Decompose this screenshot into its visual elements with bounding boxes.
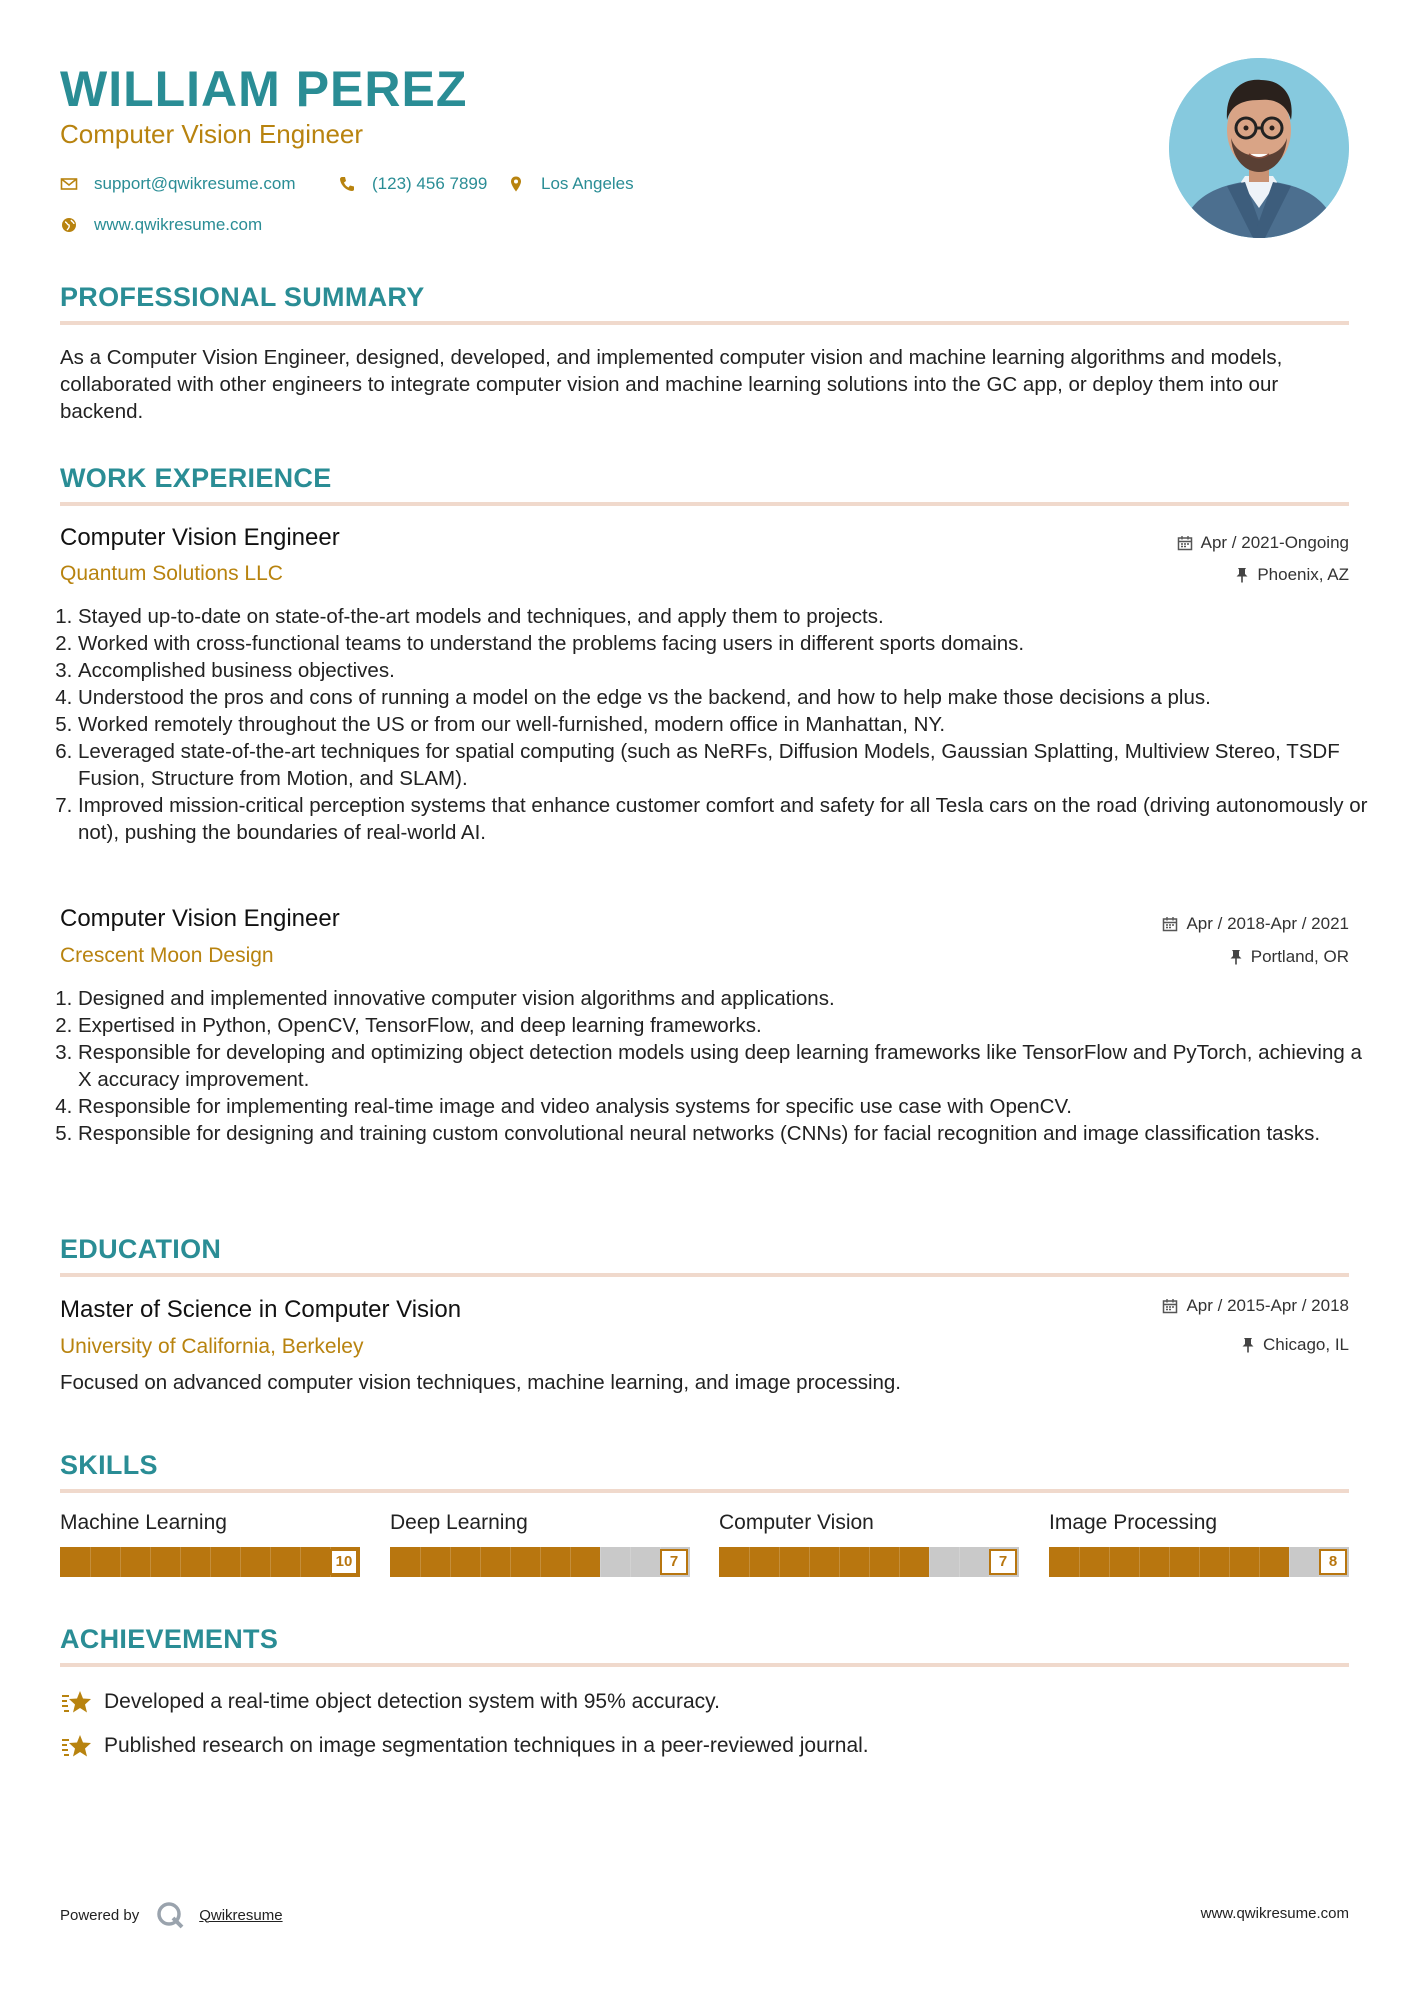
skill-bar-segment-divider — [1199, 1547, 1200, 1577]
skill-bar-segment-divider — [1169, 1547, 1170, 1577]
education-dates-text: Apr / 2015-Apr / 2018 — [1186, 1296, 1349, 1315]
calendar-icon — [1162, 916, 1178, 932]
skill-score: 8 — [1319, 1549, 1347, 1575]
website-text: www.qwikresume.com — [94, 215, 263, 234]
job-dates — [1162, 913, 1349, 935]
skill-bar-segment-divider — [210, 1547, 211, 1577]
contact-phone[interactable] — [338, 173, 487, 195]
contact-location — [507, 173, 634, 195]
pushpin-icon — [1235, 567, 1249, 583]
skill-bar-segment-divider — [570, 1547, 571, 1577]
profile-photo — [1169, 58, 1349, 238]
education-dates — [1162, 1295, 1349, 1317]
skill-name: Deep Learning — [390, 1511, 528, 1534]
candidate-title: Computer Vision Engineer — [60, 119, 364, 149]
skill-item — [60, 1509, 360, 1577]
skill-name: Machine Learning — [60, 1511, 227, 1534]
skill-bar-segment-divider — [749, 1547, 750, 1577]
contact-website[interactable] — [60, 214, 262, 236]
candidate-name: WILLIAM PEREZ — [60, 61, 468, 117]
envelope-icon — [60, 175, 78, 193]
skill-bar-segment-divider — [630, 1547, 631, 1577]
achievement-item — [60, 1730, 869, 1762]
email-text: support@qwikresume.com — [94, 174, 296, 193]
skill-bar-segment-divider — [180, 1547, 181, 1577]
skill-bar-segment-divider — [600, 1547, 601, 1577]
star-icon — [60, 1686, 92, 1718]
achievements-heading: ACHIEVEMENTS — [60, 1624, 279, 1654]
calendar-icon — [1177, 535, 1193, 551]
skill-bar-segment-divider — [450, 1547, 451, 1577]
skill-bar — [719, 1547, 1019, 1577]
job-dates-text: Apr / 2021-Ongoing — [1200, 533, 1349, 552]
skill-bar-segment-divider — [1289, 1547, 1290, 1577]
qwikresume-logo-icon — [155, 1900, 185, 1930]
job-company: Crescent Moon Design — [60, 944, 274, 967]
job-location — [1235, 564, 1349, 586]
skill-name: Computer Vision — [719, 1511, 874, 1534]
skill-item — [719, 1509, 1019, 1577]
education-description: Focused on advanced computer vision techniques, machine learning, and image processing. — [60, 1371, 902, 1394]
list-item: 5. Responsible for designing and training custom convolutional neural networks (CNNs) for facial recognition and image classification tasks. — [78, 1120, 1368, 1147]
skill-bar-segment-divider — [779, 1547, 780, 1577]
list-item: 4. Understood the pros and cons of running a model on the edge vs the backend, and how to help make those decisions a plus. — [78, 684, 1368, 711]
skill-item — [1049, 1509, 1349, 1577]
skill-bar-segment-divider — [1139, 1547, 1140, 1577]
skill-bar-segment-divider — [959, 1547, 960, 1577]
job-location-text: Portland, OR — [1250, 947, 1349, 966]
list-item: 1. Stayed up-to-date on state-of-the-art models and techniques, and apply them to projects. — [78, 603, 1368, 630]
skill-bar-segment-divider — [120, 1547, 121, 1577]
section-divider — [60, 502, 1349, 506]
skill-bar-segment-divider — [809, 1547, 810, 1577]
skill-bar-segment-divider — [1229, 1547, 1230, 1577]
job-role: Computer Vision Engineer — [60, 524, 340, 551]
contact-email[interactable] — [60, 173, 296, 195]
section-divider — [60, 321, 1349, 325]
footer-powered-by — [60, 1900, 283, 1930]
list-item: 3. Responsible for developing and optimizing object detection models using deep learning frameworks like TensorFlow and PyTorch, achieving a X accuracy improvement. — [78, 1039, 1368, 1093]
job-dates-text: Apr / 2018-Apr / 2021 — [1186, 914, 1349, 933]
skill-bar-segment-divider — [839, 1547, 840, 1577]
skill-bar-segment-divider — [1259, 1547, 1260, 1577]
skill-bar-fill — [719, 1547, 929, 1577]
calendar-icon — [1162, 1298, 1178, 1314]
skill-bar-segment-divider — [899, 1547, 900, 1577]
skill-bar-segment-divider — [869, 1547, 870, 1577]
achievement-text: Developed a real-time object detection system with 95% accuracy. — [104, 1690, 720, 1713]
star-icon — [60, 1730, 92, 1762]
section-divider — [60, 1663, 1349, 1667]
skill-bar-segment-divider — [1079, 1547, 1080, 1577]
experience-heading: WORK EXPERIENCE — [60, 463, 332, 493]
job-company: Quantum Solutions LLC — [60, 562, 283, 585]
skill-bar — [390, 1547, 690, 1577]
skill-item — [390, 1509, 690, 1577]
skill-name: Image Processing — [1049, 1511, 1218, 1534]
list-item: 2. Worked with cross-functional teams to understand the problems facing users in different sports domains. — [78, 630, 1368, 657]
education-location-text: Chicago, IL — [1263, 1335, 1349, 1354]
location-text: Los Angeles — [541, 174, 634, 193]
skill-bar — [1049, 1547, 1349, 1577]
map-marker-icon — [507, 175, 525, 193]
section-divider — [60, 1273, 1349, 1277]
skill-score: 10 — [330, 1549, 358, 1575]
skill-bar-segment-divider — [300, 1547, 301, 1577]
skill-bar-segment-divider — [150, 1547, 151, 1577]
skill-bar-segment-divider — [270, 1547, 271, 1577]
pushpin-icon — [1229, 949, 1243, 965]
skill-bar-segment-divider — [1109, 1547, 1110, 1577]
skill-score: 7 — [989, 1549, 1017, 1575]
degree: Master of Science in Computer Vision — [60, 1296, 462, 1323]
list-item: 3. Accomplished business objectives. — [78, 657, 1368, 684]
job-location — [1229, 946, 1349, 968]
qwikresume-link[interactable]: Qwikresume — [199, 1906, 283, 1924]
skill-bar-segment-divider — [510, 1547, 511, 1577]
powered-by-label: Powered by — [60, 1906, 140, 1924]
skill-bar-segment-divider — [90, 1547, 91, 1577]
education-heading: EDUCATION — [60, 1234, 222, 1264]
skill-bar-segment-divider — [540, 1547, 541, 1577]
achievement-text: Published research on image segmentation techniques in a peer-reviewed journal. — [104, 1734, 869, 1757]
globe-icon — [60, 216, 78, 234]
skill-score: 7 — [660, 1549, 688, 1575]
pushpin-icon — [1241, 1337, 1255, 1353]
skill-bar-fill — [390, 1547, 600, 1577]
footer-url[interactable]: www.qwikresume.com — [1200, 1905, 1349, 1922]
achievement-item — [60, 1686, 720, 1718]
list-item: 4. Responsible for implementing real-time image and video analysis systems for specific use case with OpenCV. — [78, 1093, 1368, 1120]
section-divider — [60, 1489, 1349, 1493]
skill-bar-segment-divider — [929, 1547, 930, 1577]
school: University of California, Berkeley — [60, 1335, 364, 1358]
list-item: 7. Improved mission-critical perception systems that enhance customer comfort and safety for all Tesla cars on the road (driving autonomously or not), pushing the boundaries of real-world AI. — [78, 792, 1368, 846]
summary-text: As a Computer Vision Engineer, designed, developed, and implemented computer vision and machine learning algorithms and models, collaborated with other engineers to integrate computer vision and machine learning solutions into the GC app, or deploy them into our backend. — [60, 346, 1283, 423]
list-item: 2. Expertised in Python, OpenCV, TensorFlow, and deep learning frameworks. — [78, 1012, 1368, 1039]
education-location — [1241, 1334, 1349, 1356]
job-role: Computer Vision Engineer — [60, 905, 340, 932]
job-dates — [1177, 532, 1349, 554]
phone-text: (123) 456 7899 — [372, 174, 488, 193]
list-item: 1. Designed and implemented innovative computer vision algorithms and applications. — [78, 985, 1368, 1012]
job-location-text: Phoenix, AZ — [1257, 565, 1349, 584]
job-responsibilities — [60, 603, 1368, 846]
phone-icon — [338, 175, 356, 193]
list-item: 5. Worked remotely throughout the US or from our well-furnished, modern office in Manhattan, NY. — [78, 711, 1368, 738]
skill-bar-segment-divider — [240, 1547, 241, 1577]
skill-bar-segment-divider — [420, 1547, 421, 1577]
skill-bar — [60, 1547, 360, 1577]
list-item: 6. Leveraged state-of-the-art techniques for spatial computing (such as NeRFs, Diffusion Models, Gaussian Splatting, Multiview Stereo, TSDF Fusion, Structure from Motion, and SLAM). — [78, 738, 1368, 792]
skill-bar-segment-divider — [480, 1547, 481, 1577]
summary-heading: PROFESSIONAL SUMMARY — [60, 282, 425, 312]
job-responsibilities — [60, 985, 1368, 1147]
skills-heading: SKILLS — [60, 1450, 158, 1480]
